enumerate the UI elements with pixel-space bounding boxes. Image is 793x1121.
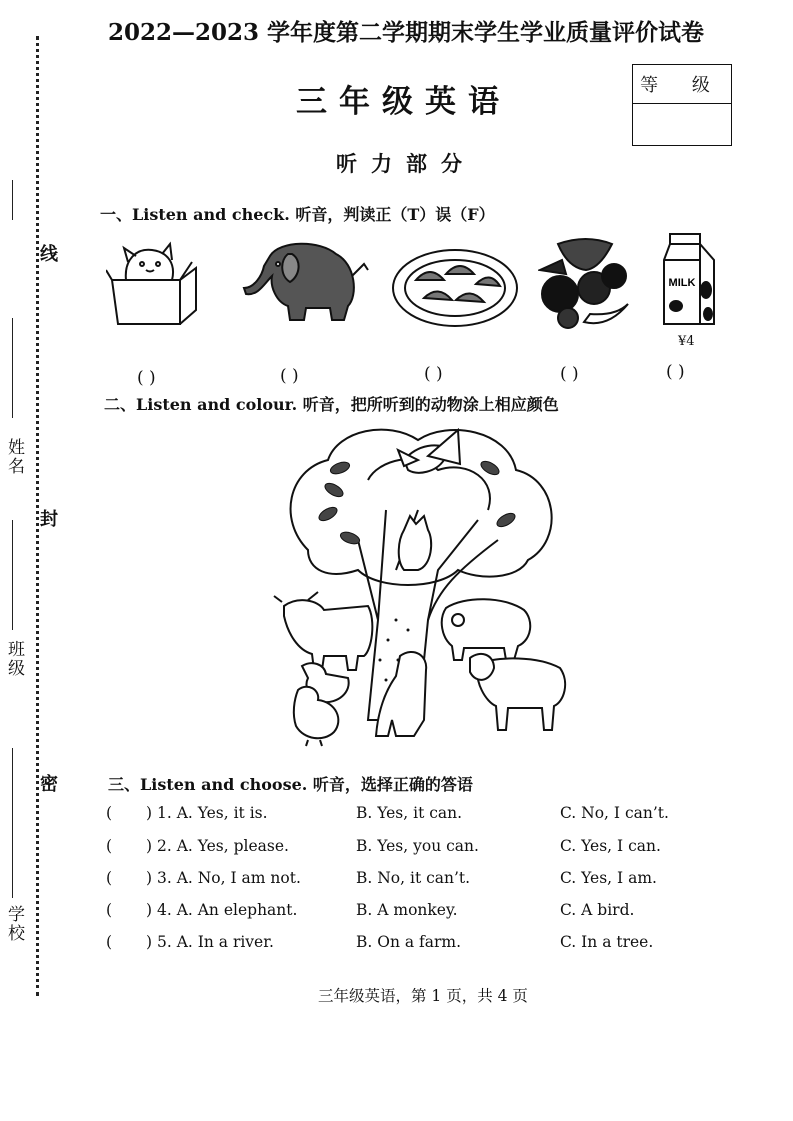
milk-price: ¥4 (678, 334, 695, 349)
cat-in-box-icon (106, 240, 200, 330)
seal-char-seal: 封 (40, 509, 58, 530)
q3-row (106, 837, 666, 859)
q1-answer-blank[interactable]: ( ) (424, 364, 443, 384)
q1-answer-blank[interactable]: ( ) (560, 364, 579, 384)
q3-heading: 三、Listen and choose. 听音，选择正确的答语 (108, 775, 473, 794)
q3-row (106, 804, 669, 826)
section-title: 听力部分 (336, 151, 476, 176)
q3-option-b: B. Yes, it can. (356, 804, 463, 822)
q3-answer-blank[interactable]: ( (106, 869, 113, 887)
q3-answer-blank[interactable]: ( (106, 933, 113, 951)
seal-char-line: 线 (40, 244, 58, 265)
q1-answer-blank[interactable]: ( ) (137, 368, 156, 388)
q3-option-b: B. A monkey. (356, 901, 458, 919)
name-blank-line (12, 180, 13, 220)
grade-box (632, 64, 732, 146)
q1-answer-blank[interactable]: ( ) (280, 366, 299, 386)
elephant-icon (240, 236, 372, 326)
name-blank-line (12, 318, 13, 418)
binding-dotted-line (36, 36, 39, 996)
q1-answer-blank[interactable]: ( ) (666, 362, 685, 382)
q3-row (106, 901, 666, 923)
q3-option-c: C. A bird. (560, 901, 635, 919)
q3-option-c: C. No, I can’t. (560, 804, 669, 822)
class-label: 班级 (4, 640, 24, 678)
subject-title: 三年级英语 (296, 84, 511, 120)
q3-option-a: ) 1. A. Yes, it is. (146, 804, 268, 822)
q3-row (106, 869, 666, 891)
q3-option-b: B. Yes, you can. (356, 837, 479, 855)
name-label: 姓名 (4, 438, 24, 476)
grade-box-label: 等 级 (633, 65, 731, 104)
exam-title: 2022—2023 学年度第二学期期末学生学业质量评价试卷 (108, 19, 705, 46)
q3-option-c: C. Yes, I am. (560, 869, 657, 887)
q3-option-c: C. Yes, I can. (560, 837, 661, 855)
q3-option-a: ) 3. A. No, I am not. (146, 869, 301, 887)
q3-option-a: ) 2. A. Yes, please. (146, 837, 289, 855)
milk-carton-text: MILK (668, 277, 696, 289)
milk-carton-icon (660, 230, 718, 328)
school-label: 学校 (4, 905, 24, 943)
q3-option-a: ) 5. A. In a river. (146, 933, 274, 951)
q3-option-b: B. On a farm. (356, 933, 462, 951)
q3-option-b: B. No, it can’t. (356, 869, 471, 887)
tree-with-animals-illustration (268, 420, 570, 748)
q3-answer-blank[interactable]: ( (106, 837, 113, 855)
grade-box-blank[interactable] (633, 104, 731, 144)
q2-heading: 二、Listen and colour. 听音，把所听到的动物涂上相应颜色 (104, 395, 559, 414)
seal-char-secret: 密 (40, 774, 58, 795)
fruit-icon (538, 234, 634, 330)
q3-option-c: C. In a tree. (560, 933, 654, 951)
q1-heading: 一、Listen and check. 听音，判读正（T）误（F） (100, 205, 495, 224)
q3-option-a: ) 4. A. An elephant. (146, 901, 298, 919)
q3-answer-blank[interactable]: ( (106, 901, 113, 919)
q3-row (106, 933, 666, 955)
dumplings-icon (390, 244, 520, 330)
q3-answer-blank[interactable]: ( (106, 804, 113, 822)
school-blank-line (12, 748, 13, 898)
page-footer: 三年级英语，第 1 页，共 4 页 (318, 987, 528, 1005)
class-blank-line (12, 520, 13, 630)
